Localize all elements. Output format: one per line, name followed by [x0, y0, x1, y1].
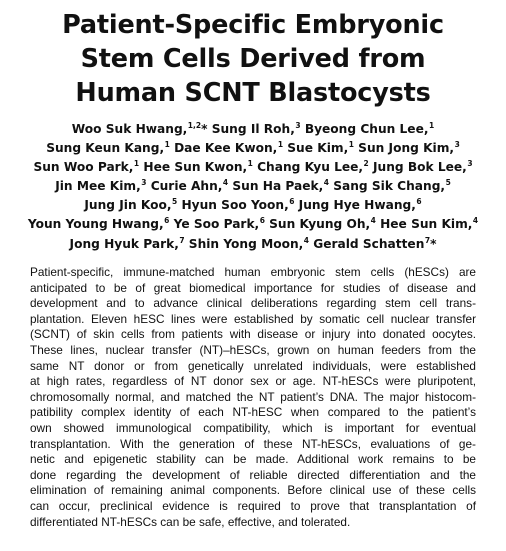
author-affiliation: 6	[416, 197, 422, 207]
author-name: Jung Bok Lee,	[373, 160, 467, 175]
abstract-line: at high rates, regardless of NT donor sex or age. NT-hESCs were pluripotent,	[30, 374, 476, 389]
author-affiliation: 7	[424, 235, 431, 245]
author-affiliation: 1	[247, 159, 253, 169]
author-affiliation: 4	[323, 178, 329, 188]
author-name: Youn Young Hwang,	[27, 217, 164, 232]
author-name: Hee Sun Kwon,	[143, 160, 248, 175]
author-line	[8, 139, 498, 158]
abstract-line: own showed immunological compatibility, which is important for eventual	[30, 420, 476, 435]
abstract-line: can occur, preclinical evidence is required to prove that transplantation of	[30, 498, 476, 513]
author-name: Sun Kyung Oh,	[269, 217, 371, 232]
author-name: Jung Jin Koo,	[84, 198, 172, 213]
abstract-line: These lines, nuclear transfer (NT)–hESCs, grown on human feeders from the	[30, 342, 476, 357]
author-suffix: *	[430, 236, 437, 251]
author-affiliation: 4	[303, 235, 309, 245]
author-name: Sun Ha Paek,	[232, 179, 324, 194]
author-affiliation: 1	[428, 121, 435, 130]
author-affiliation: 6	[164, 216, 170, 226]
title-line: Human SCNT Blastocysts	[75, 78, 431, 108]
author-name: Shin Yong Moon,	[188, 236, 304, 251]
author-affiliation: 4	[222, 178, 229, 188]
author-line	[8, 120, 498, 139]
author-name: Jong Hyuk Park,	[69, 236, 179, 251]
author-list	[8, 120, 498, 254]
abstract-line: anticipated to be of great biomedical importance for studies of disease and	[30, 280, 476, 295]
abstract-line: Patient-specific, immune-matched human embryonic stem cells (hESCs) are	[30, 265, 476, 279]
abstract-line: same NT donor or from genetically unrelated individuals, were established	[30, 358, 476, 373]
author-name: Curie Ahn,	[150, 179, 223, 194]
abstract	[30, 265, 476, 530]
author-affiliation: 6	[289, 197, 295, 207]
paper-title	[20, 8, 486, 110]
author-line	[8, 235, 498, 254]
author-name: Sun Jong Kim,	[358, 141, 455, 156]
author-affiliation: 1	[348, 140, 354, 150]
abstract-line: differentiated NT-hESCs can be safe, effective, and tolerated.	[30, 514, 351, 529]
author-affiliation: 1	[133, 159, 140, 169]
author-affiliation: 1,2	[187, 121, 202, 130]
author-line	[8, 177, 498, 196]
author-name: Sue Kim,	[287, 141, 349, 156]
author-name: Sang Sik Chang,	[333, 179, 446, 194]
author-affiliation: 5	[171, 197, 178, 207]
author-affiliation: 7	[179, 235, 185, 245]
author-name: Hyun Soo Yoon,	[181, 198, 289, 213]
author-affiliation: 1	[164, 140, 170, 150]
abstract-line: done regarding the development of reliable directed differentiation and the	[30, 467, 476, 482]
author-name: Sung Keun Kang,	[46, 141, 165, 156]
title-line: Patient-Specific Embryonic	[62, 10, 444, 40]
title-line: Stem Cells Derived from	[80, 44, 426, 74]
abstract-line: plantation. Eleven hESC lines were established by somatic cell nuclear transfer	[30, 311, 476, 326]
author-affiliation: 4	[370, 216, 376, 226]
author-line	[8, 215, 498, 234]
abstract-line: transplantation. With the generation of these NT-hESCs, evaluations of ge-	[30, 436, 476, 451]
abstract-line: development and to advance clinical deliberations regarding stem cell trans-	[30, 296, 476, 311]
author-name: Sun Woo Park,	[33, 160, 134, 175]
abstract-line: chromosomally normal, and matched the NT patient’s DNA. The major histocom-	[30, 389, 476, 404]
author-suffix: *	[201, 122, 212, 136]
author-name: Ye Soo Park,	[173, 217, 260, 232]
author-affiliation: 3	[295, 121, 301, 130]
author-affiliation: 3	[467, 159, 473, 169]
abstract-line: elimination of remaining animal components. Before clinical use of these cells	[30, 483, 476, 498]
author-name: Dae Kee Kwon,	[174, 141, 278, 156]
abstract-line: patibility complex identity of each NT-hESC when compared to the patient’s	[30, 405, 476, 420]
author-name: Byeong Chun Lee,	[304, 122, 429, 136]
author-affiliation: 3	[141, 178, 147, 188]
author-affiliation: 3	[454, 140, 460, 150]
author-affiliation: 1	[277, 140, 284, 150]
author-line	[8, 158, 498, 177]
author-name: Jin Mee Kim,	[55, 179, 141, 194]
author-affiliation: 6	[259, 216, 265, 226]
author-line	[8, 196, 498, 215]
abstract-line: (SCNT) of skin cells from patients with disease or injury into donated oocytes.	[30, 327, 476, 342]
author-affiliation: 4	[472, 216, 479, 226]
author-name: Hee Sun Kim,	[380, 217, 473, 232]
author-affiliation: 5	[445, 178, 451, 188]
author-name: Sung Il Roh,	[211, 122, 295, 136]
author-name: Gerald Schatten	[313, 236, 425, 251]
author-name: Jung Hye Hwang,	[298, 198, 416, 213]
author-affiliation: 2	[363, 159, 369, 169]
author-name: Chang Kyu Lee,	[257, 160, 364, 175]
author-name: Woo Suk Hwang,	[71, 122, 188, 136]
abstract-line: netic and epigenetic stability can be made. Additional work remains to be	[30, 452, 476, 467]
